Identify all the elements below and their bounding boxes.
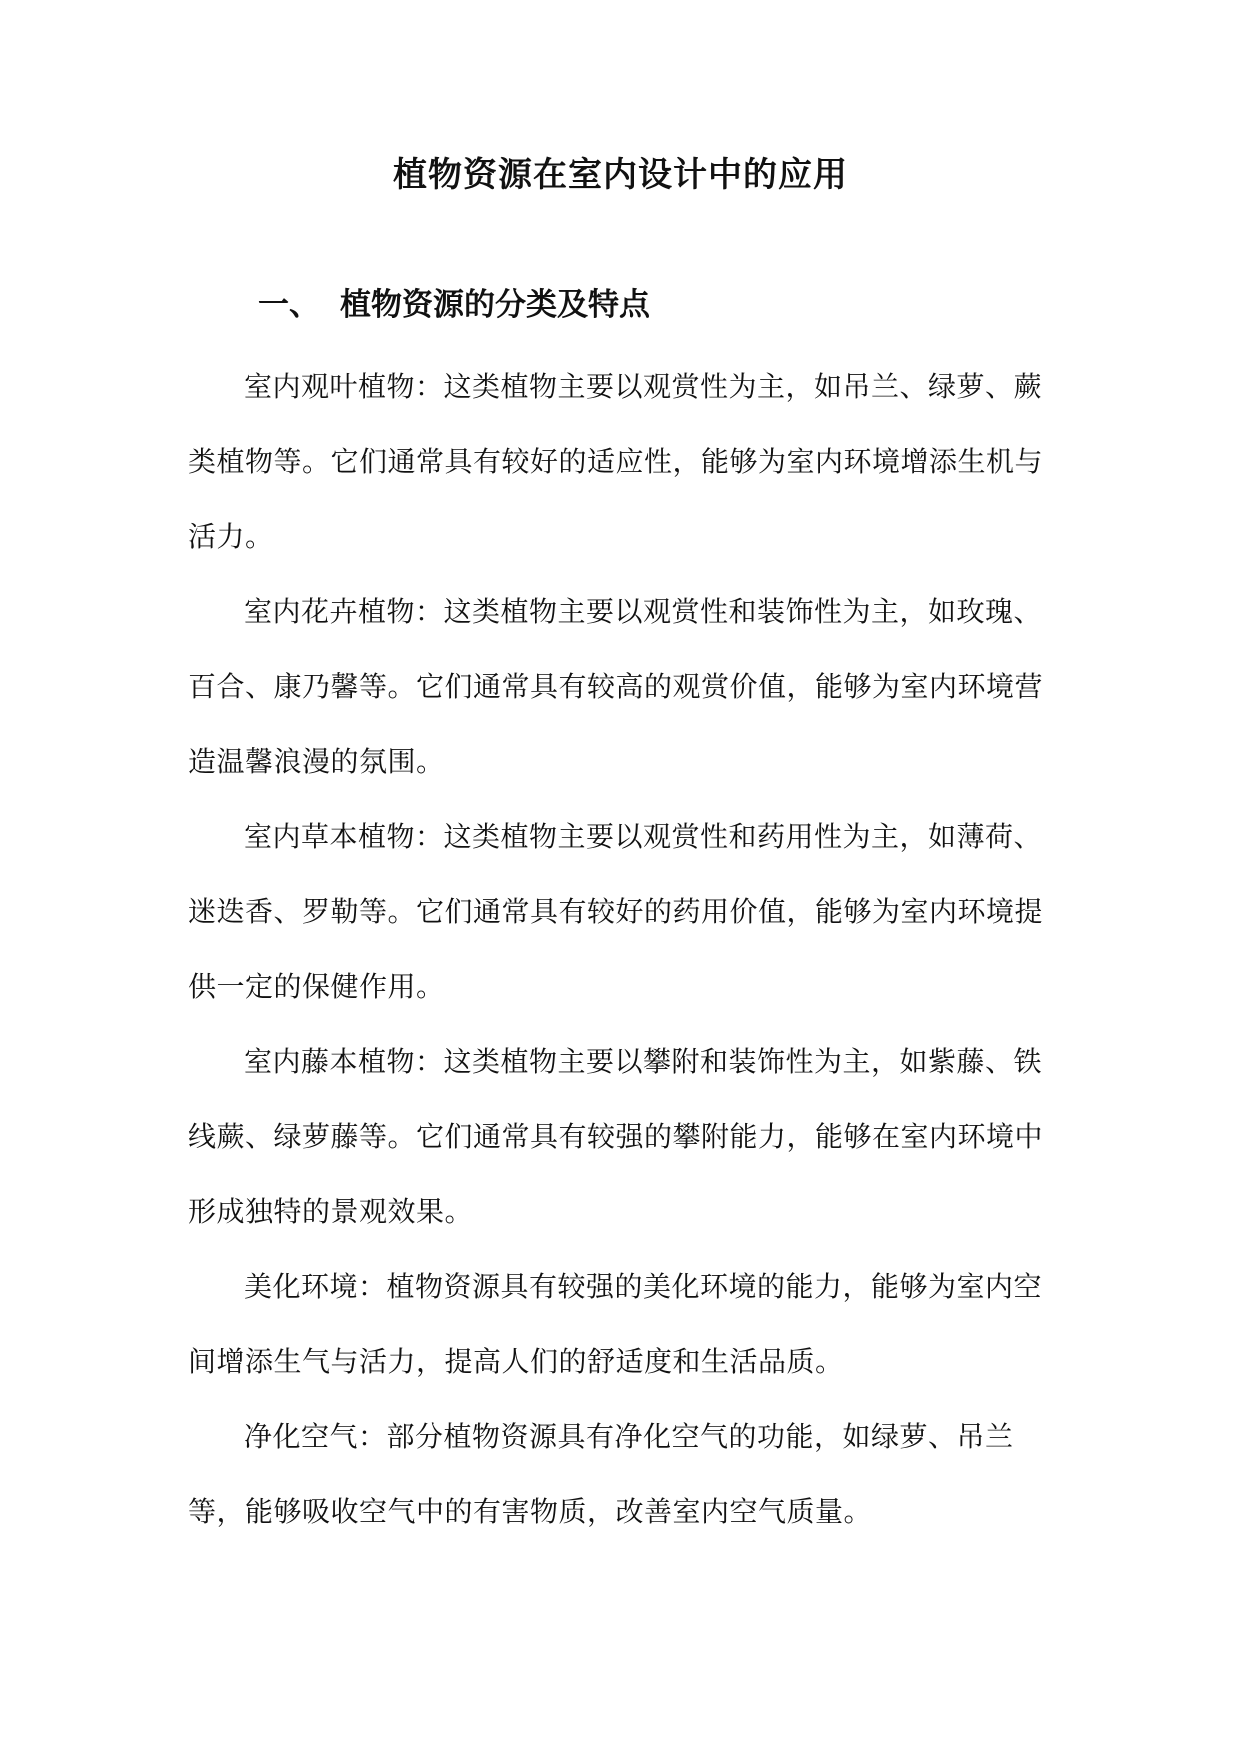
section-number: 一、 xyxy=(258,287,320,323)
document-title: 植物资源在室内设计中的应用 xyxy=(393,155,848,195)
paragraph-herbaceous-plants: 室内草本植物：这类植物主要以观赏性和药用性为主，如薄荷、迷迭香、罗勒等。它们通常具有较好的药用价值，能够为室内环境提供一定的保健作用。 xyxy=(188,820,1044,1003)
paragraph-flowering-plants: 室内花卉植物：这类植物主要以观赏性和装饰性为主，如玫瑰、百合、康乃馨等。它们通常具有较高的观赏价值，能够为室内环境营造温馨浪漫的氛围。 xyxy=(188,595,1044,778)
paragraph-purify-air: 净化空气：部分植物资源具有净化空气的功能，如绿萝、吊兰等，能够吸收空气中的有害物质，改善室内空气质量。 xyxy=(188,1420,1014,1528)
paragraph-foliage-plants: 室内观叶植物：这类植物主要以观赏性为主，如吊兰、绿萝、蕨类植物等。它们通常具有较好的适应性，能够为室内环境增添生机与活力。 xyxy=(188,370,1044,553)
paragraph-vine-plants: 室内藤本植物：这类植物主要以攀附和装饰性为主，如紫藤、铁线蕨、绿萝藤等。它们通常具有较强的攀附能力，能够在室内环境中形成独特的景观效果。 xyxy=(188,1045,1044,1228)
section-heading xyxy=(258,282,650,328)
paragraph-beautify-environment: 美化环境：植物资源具有较强的美化环境的能力，能够为室内空间增添生气与活力，提高人们的舒适度和生活品质。 xyxy=(188,1270,1043,1378)
section-heading-text: 植物资源的分类及特点 xyxy=(340,287,650,323)
